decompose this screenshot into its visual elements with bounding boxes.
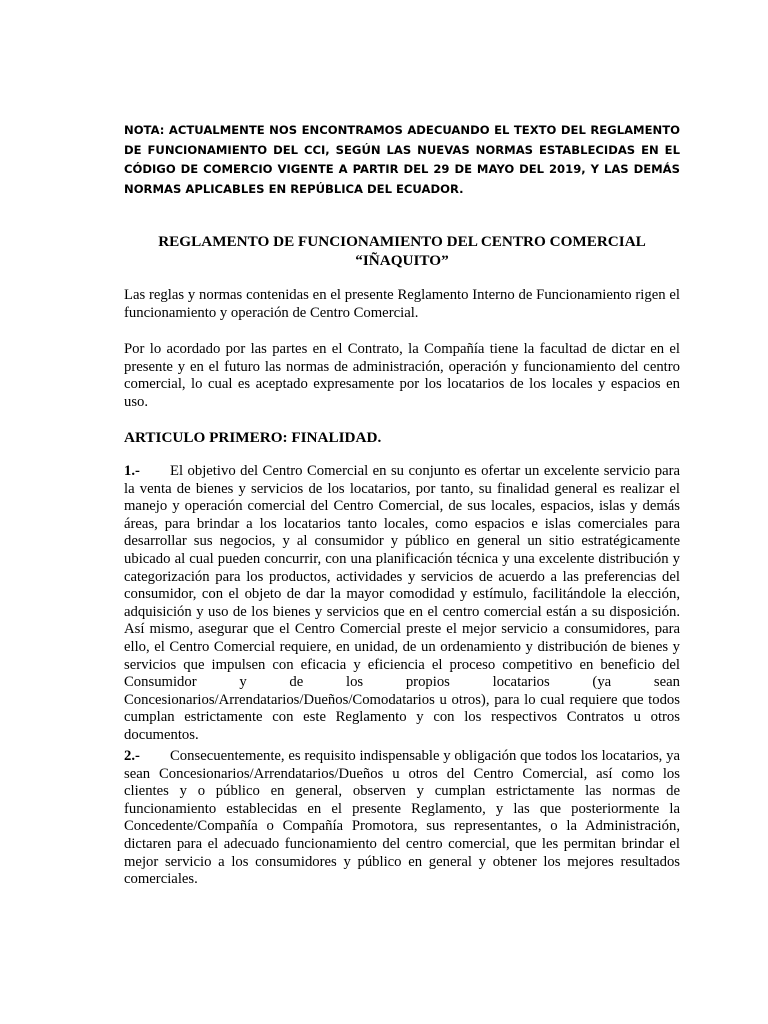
intro-paragraph-1: Las reglas y normas contenidas en el presente Reglamento Interno de Funcionamiento rigen el funcionamiento y operación de Centro Comercial.: [124, 287, 680, 321]
document-title: [124, 232, 680, 270]
article-item-text: El objetivo del Centro Comercial en su conjunto es ofertar un excelente servicio para la venta de bienes y servicios de los locatarios, por tanto, su finalidad general es realizar el manejo y operación comercial del Centro Comercial, de sus locales, espacios, islas y demás áreas, para brindar a los locatarios tanto locales, como espacios e islas comerciales para desarrollar sus negocios, y al consumidor y público en general un sitio estratégicamente ubicado al cual pueden concurrir, con una planificación técnica y una excelente distribución y categorización para los productos, actividades y servicios de acuerdo a las preferencias del consumidor, con el objeto de dar la mayor comodidad y estímulo, facilitándole la elección, adquisición y uso de los bienes y servicios que en el centro comercial están a su disposición. Así mismo, asegurar que el Centro Comercial preste el mejor servicio a consumidores, para ello, el Centro Comercial requiere, en unidad, de un ordenamiento y distribución de bienes y servicios que impulsen con eficacia y eficiencia el proceso competitivo en beneficio del Consumidor y de los propios locatarios (ya sean Concesionarios/Arrendatarios/Dueños/Comodatarios u otros), para lo cual requiere que todos cumplan estrictamente con este Reglamento y con los respectivos Contratos u otros documentos.: [124, 463, 680, 743]
note-paragraph: NOTA: ACTUALMENTE NOS ENCONTRAMOS ADECUANDO EL TEXTO DEL REGLAMENTO DE FUNCIONAMIENTO DEL CCI, SEGÚN LAS NUEVAS NORMAS ESTABLECIDAS EN EL CÓDIGO DE COMERCIO VIGENTE A PARTIR DEL 29 DE MAYO DEL 2019, Y LAS DEMÁS NORMAS APLICABLES EN REPÚBLICA DEL ECUADOR.: [124, 123, 680, 196]
intro-paragraph-2: Por lo acordado por las partes en el Contrato, la Compañía tiene la facultad de dictar en el presente y en el futuro las normas de administración, operación y funcionamiento del centro comercial, lo cual es aceptado expresamente por los locatarios de los locales y espacios en uso.: [124, 341, 680, 410]
article-item-number: 1.-: [124, 463, 140, 479]
article-item-number: 2.-: [124, 748, 140, 764]
article-item-2: [124, 748, 680, 889]
title-line-2: “IÑAQUITO”: [355, 252, 449, 269]
article-heading: ARTICULO PRIMERO: FINALIDAD.: [124, 429, 382, 446]
title-line-1: REGLAMENTO DE FUNCIONAMIENTO DEL CENTRO COMERCIAL: [158, 233, 646, 250]
article-item-text: Consecuentemente, es requisito indispensable y obligación que todos los locatarios, ya sean Concesionarios/Arrendatarios/Dueños u otros del Centro Comercial, así como los clientes y o público en general, observen y cumplan estrictamente las normas de funcionamiento establecidas en el presente Reglamento, y las que posteriormente la Concedente/Compañía o Compañía Promotora, sus representantes, o la Administración, dictaren para el adecuado funcionamiento del centro comercial, que les permitan brindar el mejor servicio a los consumidores y público en general y obtener los mejores resultados comerciales.: [124, 748, 680, 888]
article-item-1: [124, 463, 680, 745]
